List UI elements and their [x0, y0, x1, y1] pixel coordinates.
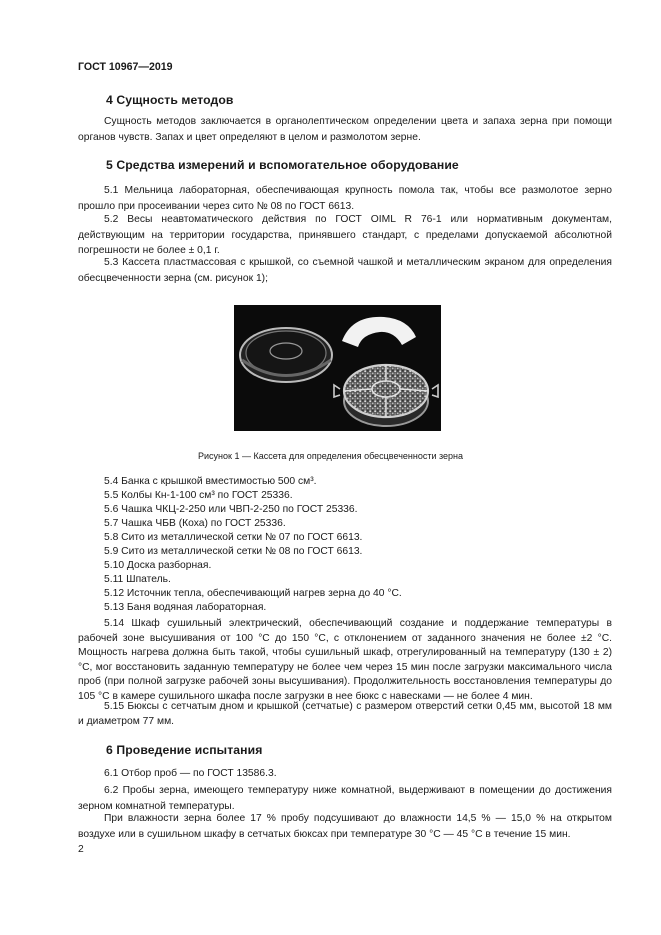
- paragraph-5-15: 5.15 Бюксы с сетчатым дном и крышкой (сетчатые) с размером отверстий сетки 0,45 мм, высотой 18 мм и диаметром 77 мм.: [78, 701, 612, 727]
- list-item: 5.8 Сито из металлической сетки № 07 по ГОСТ 6613.: [104, 532, 363, 543]
- paragraph-5-1: 5.1 Мельница лабораторная, обеспечивающая крупность помола так, чтобы все размолотое зерно прошло при просеивании через сито № 08 по ГОСТ 6613.: [78, 185, 612, 212]
- page-number: 2: [78, 844, 84, 855]
- list-item: 5.11 Шпатель.: [104, 574, 171, 585]
- paragraph-6-1: 6.1 Отбор проб — по ГОСТ 13586.3.: [104, 768, 277, 779]
- list-item: 5.10 Доска разборная.: [104, 560, 212, 571]
- section-4-text: Сущность методов заключается в органолептическом определении цвета и запаха зерна при помощи органов чувств. Запах и цвет определяют в целом и размолотом зерне.: [78, 116, 612, 143]
- paragraph-6-2: 6.2 Пробы зерна, имеющего температуру ниже комнатной, выдерживают в помещении до достижения зерном комнатной температуры.: [78, 785, 612, 812]
- paragraph-6-2-continued: При влажности зерна более 17 % пробу подсушивают до влажности 14,5 % — 15,0 % на открытом воздухе или в сушильном шкафу в сетчатых бюксах при температуре 30 °C — 45 °C в течение 15 мин.: [78, 813, 612, 840]
- section-6-title: 6 Проведение испытания: [106, 743, 263, 757]
- figure-cassette-photo: [234, 305, 441, 431]
- cassette-image: [234, 305, 441, 431]
- list-item: 5.7 Чашка ЧБВ (Коха) по ГОСТ 25336.: [104, 518, 286, 529]
- list-item: 5.12 Источник тепла, обеспечивающий нагрев зерна до 40 °C.: [104, 588, 402, 599]
- list-item: 5.9 Сито из металлической сетки № 08 по ГОСТ 6613.: [104, 546, 363, 557]
- list-item: 5.13 Баня водяная лабораторная.: [104, 602, 267, 613]
- paragraph-5-14: 5.14 Шкаф сушильный электрический, обеспечивающий создание и поддержание температуры в рабочей зоне высушивания от 100 °C до 150 °C, с отклонением от заданного значения не более ±2 °C. Мощность нагрева должна быть такой, чтобы сушильный шкаф, отрегулированный на температуру (130 ± 2) °C, мог восстановить заданную температуру не более чем через 15 мин после загрузки максимального числа проб (при полной загрузке рабочей зоны высушивания). Продолжительность восстановления температуры до 105 °C в камере сушильного шкафа после загрузки в нее бюкс с навесками — не более 4 мин.: [78, 618, 612, 702]
- list-item: 5.5 Колбы Кн-1-100 см³ по ГОСТ 25336.: [104, 490, 293, 501]
- list-item: 5.4 Банка с крышкой вместимостью 500 см³.: [104, 476, 317, 487]
- section-5-title: 5 Средства измерений и вспомогательное оборудование: [106, 158, 459, 172]
- list-item: 5.6 Чашка ЧКЦ-2-250 или ЧВП-2-250 по ГОСТ 25336.: [104, 504, 358, 515]
- figure-1-caption: Рисунок 1 — Кассета для определения обесцвеченности зерна: [198, 451, 463, 461]
- paragraph-5-2: 5.2 Весы неавтоматического действия по ГОСТ OIML R 76-1 или нормативным документам, действующим на территории государства, принявшего стандарт, с пределами допускаемой абсолютной погрешности не более ± 0,1 г.: [78, 214, 612, 257]
- paragraph-5-3: 5.3 Кассета пластмассовая с крышкой, со съемной чашкой и металлическим экраном для определения обесцвеченности зерна (см. рисунок 1);: [78, 257, 612, 284]
- section-4-title: 4 Сущность методов: [106, 93, 234, 107]
- document-id: ГОСТ 10967—2019: [78, 61, 173, 73]
